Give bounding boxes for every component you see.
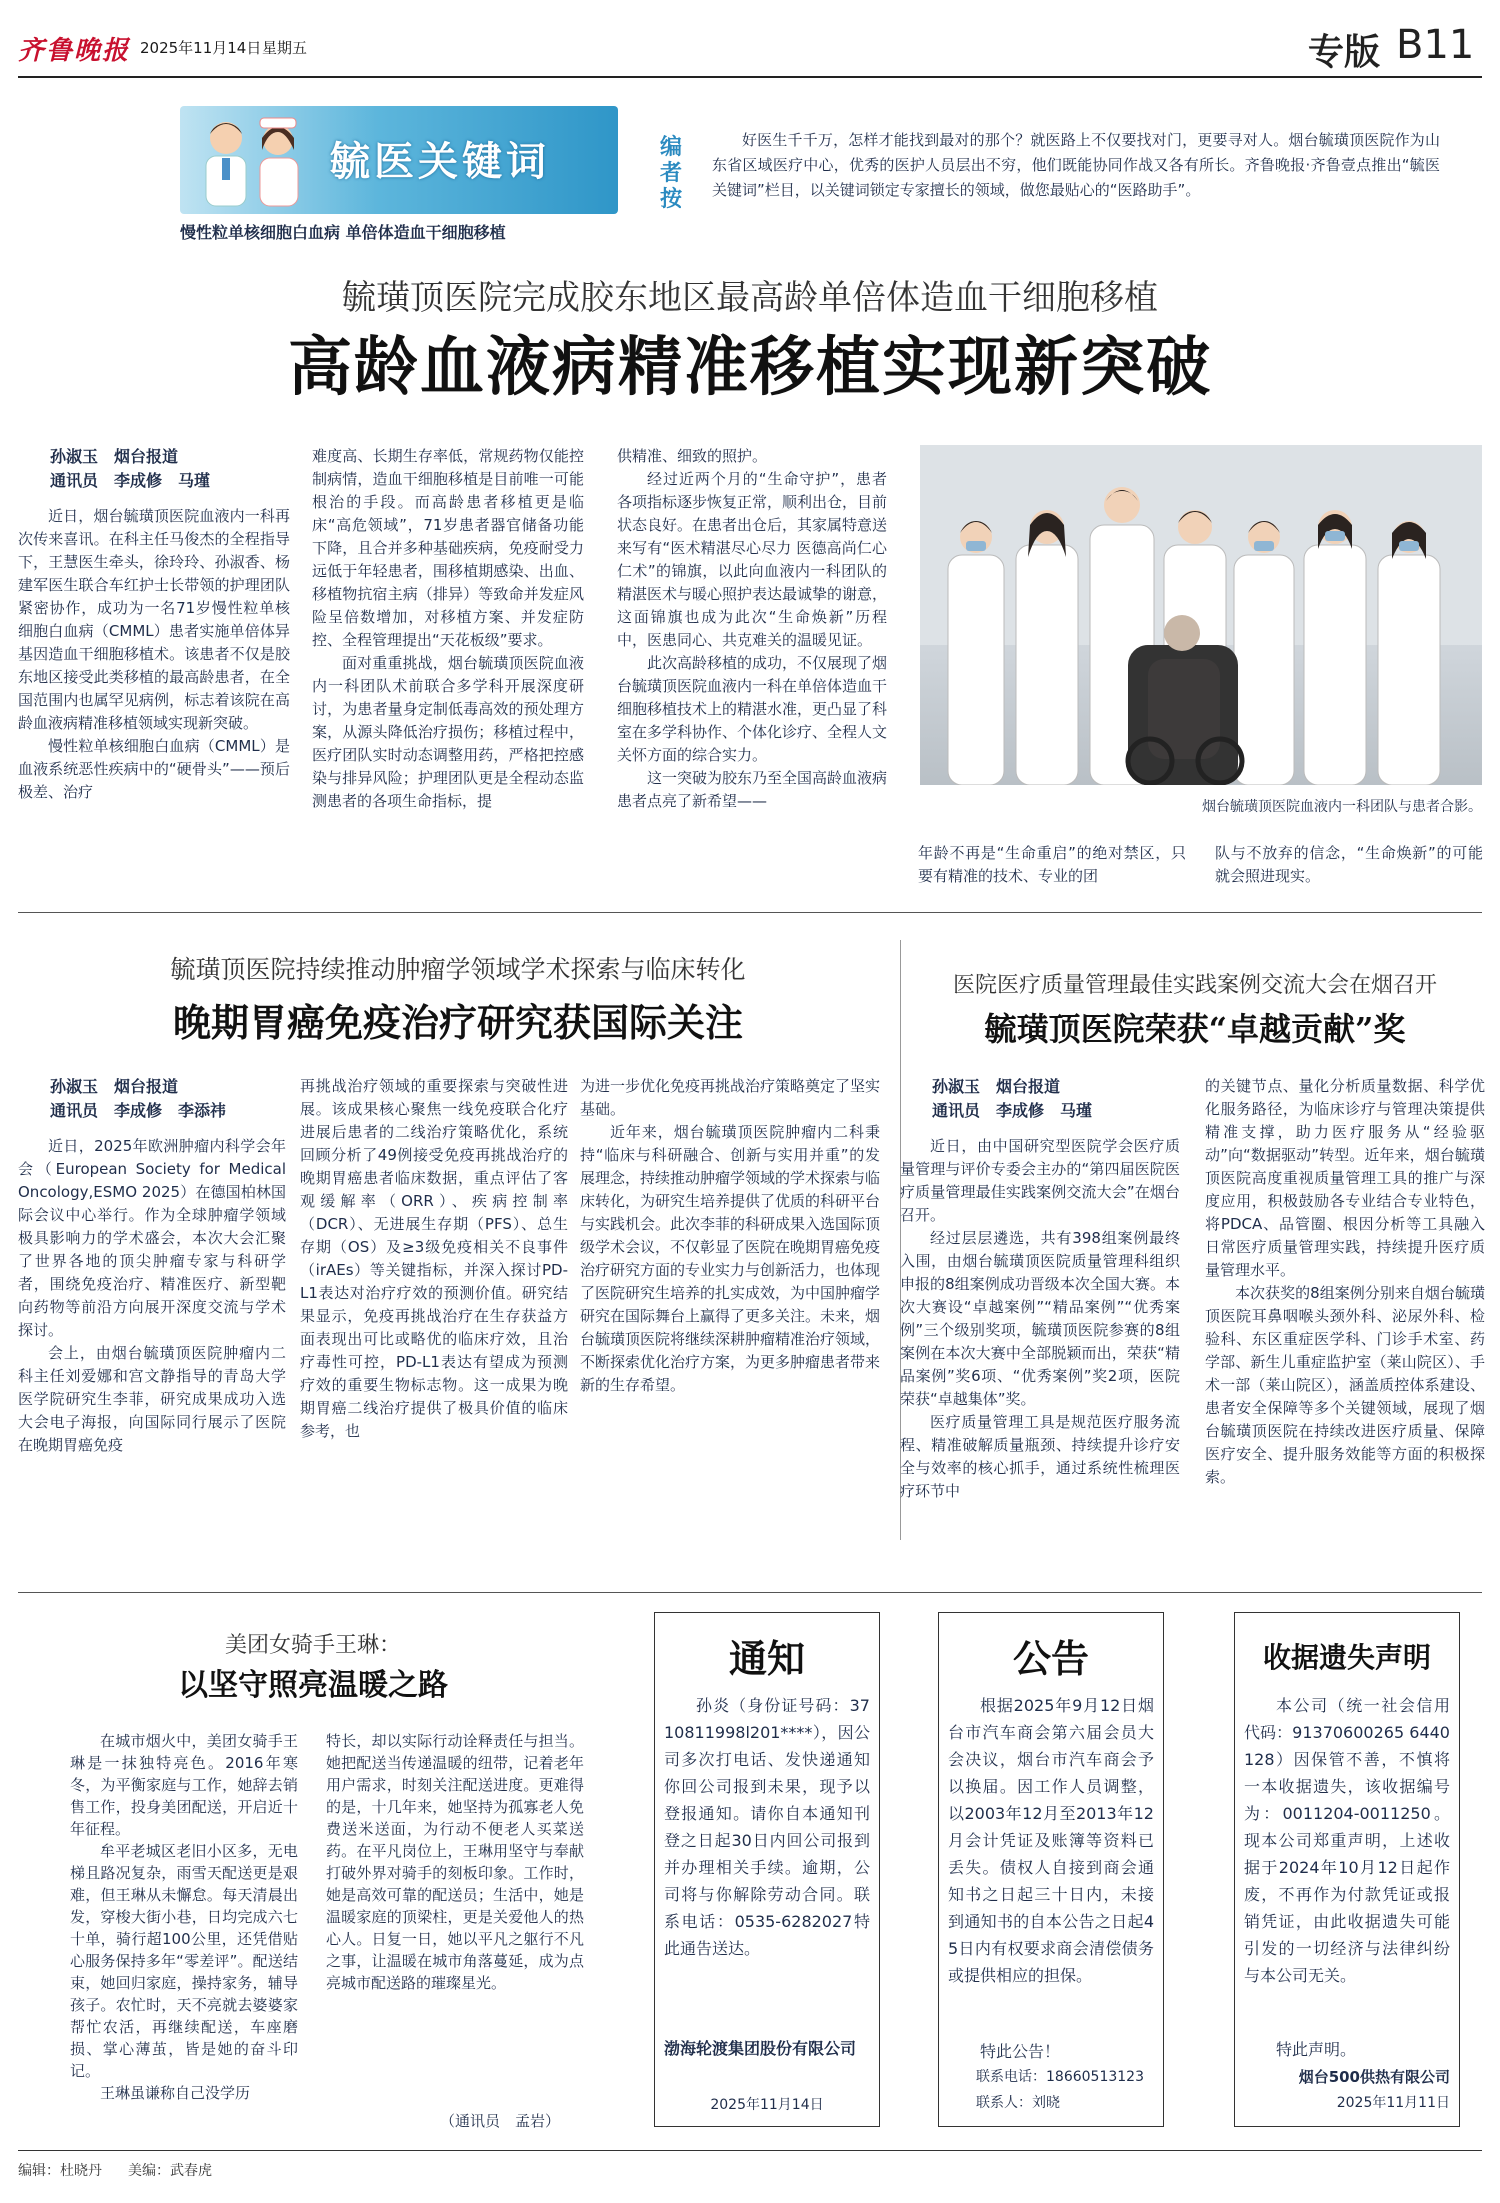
notice2-title: 公告: [1012, 1636, 1089, 1681]
rule-2: [18, 1592, 1482, 1593]
a2-col-1: [18, 1075, 286, 1540]
notice2-phone: 联系电话：18660513123: [976, 2069, 1144, 2085]
a3-c1-p3: 医疗质量管理工具是规范医疗服务流程、精准破解质量瓶颈、持续提升诊疗安全与效率的核心抓手，通过系统性梳理医疗环节中: [900, 1413, 1180, 1500]
a1-byline-2: 通讯员 李成修 马瑾: [50, 471, 211, 490]
a1-c1-p1: 近日，烟台毓璜顶医院血液内一科再次传来喜讯。在科主任马俊杰的全程指导下，王慧医生牵头，徐玲玲、孙淑香、杨建军医生联合车红护士长带领的护理团队紧密协作，成功为一名71岁慢性粒单核细胞白血病（CMML）患者实施单倍体异基因造血干细胞移植术。该患者不仅是胶东地区接受此类移植的最高龄患者，在全国范围内也属罕见病例，标志着该院在高龄血液病精准移植领域实现新突破。: [18, 507, 290, 732]
header-rule: [18, 76, 1482, 78]
a4-col-2: [326, 1730, 584, 2112]
paper-masthead: 齐鲁晚报: [18, 36, 131, 66]
a3-c1-p1: 近日，由中国研究型医院学会医疗质量管理与评价专委会主办的“第四届医院医疗质量管理最佳实践案例交流大会”在烟台召开。: [900, 1137, 1180, 1224]
a1-c2-p2: 面对重重挑战，烟台毓璜顶医院血液内一科团队术前联合多学科开展深度研讨，为患者量身定制低毒高效的预处理方案，从源头降低治疗损伤；移植过程中，医疗团队实时动态调整用药，严格把控感染与排异风险；护理团队更是全程动态监测患者的各项生命指标，提: [312, 654, 584, 810]
a2-c1-p1: 近日，2025年欧洲肿瘤内科学会年会（European Society for Medical Oncology,ESMO 2025）在德国柏林国际会议中心举行。作为全球肿瘤学领域极具影响力的学术盛会，本次大会汇聚了世界各地的顶尖肿瘤专家与科研学者，围绕免疫治疗、精准医疗、新型靶向药物等前沿方向展开深度交流与学术探讨。: [18, 1137, 286, 1339]
a1-c4-p1: 年龄不再是“生命重启”的绝对禁区，只要有精准的技术、专业的团: [918, 844, 1186, 885]
a2-c3-p1: 为进一步优化免疫再挑战治疗策略奠定了坚实基础。: [580, 1077, 880, 1118]
footer-editor: 编辑：杜晓丹: [18, 2163, 102, 2179]
a1-c1-p2: 慢性粒单核细胞白血病（CMML）是血液系统恶性疾病中的“硬骨头”——预后极差、治疗: [18, 737, 290, 801]
a1-col-3: [617, 445, 887, 895]
column-name: 毓医关键词: [330, 138, 550, 185]
notice1-date: 2025年11月14日: [710, 2097, 824, 2113]
a2-col-2: [300, 1075, 568, 1540]
a4-col-1: [70, 1730, 298, 2136]
a2-c3-p2: 近年来，烟台毓璜顶医院肿瘤内二科秉持“临床与科研融合、创新与实用并重”的发展理念，持续推动肿瘤学领域的学术探索与临床转化，为研究生培养提供了优质的科研平台与实践机会。此次李菲的科研成果入选国际顶级学术会议，不仅彰显了医院在晚期胃癌免疫治疗研究方面的专业实力与创新活力，也体现了医院研究生培养的扎实成效，为中国肿瘤学研究在国际舞台上赢得了更多关注。未来，烟台毓璜顶医院将继续深耕肿瘤精准治疗领域，不断探索优化治疗方案，为更多肿瘤患者带来新的生存希望。: [580, 1123, 880, 1394]
notice1-title: 通知: [728, 1636, 805, 1681]
footer-art-editor: 美编：武春虎: [128, 2163, 212, 2179]
a2-c1-p2: 会上，由烟台毓璜顶医院肿瘤内二科主任刘爱娜和宫文静指导的青岛大学医学院研究生李菲，研究成果成功入选大会电子海报，向国际同行展示了医院在晚期胃癌免疫: [18, 1344, 286, 1454]
column-keywords: 慢性粒单核细胞白血病 单倍体造血干细胞移植: [180, 223, 506, 242]
notice3-org: 烟台500供热有限公司: [1298, 2068, 1450, 2086]
a1-c3-p3: 此次高龄移植的成功，不仅展现了烟台毓璜顶医院血液内一科在单倍体造血干细胞移植技术上的精湛水准，更凸显了科室在多学科协作、个体化诊疗、全程人文关怀方面的综合实力。: [617, 654, 887, 764]
a3-col-2: [1205, 1075, 1485, 1540]
a3-c2-p1: 的关键节点、量化分析质量数据、科学优化服务路径，为临床诊疗与管理决策提供精准支撑，助力医疗服务从“经验驱动”向“数据驱动”转型。近年来，烟台毓璜顶医院高度重视质量管理工具的推广与深度应用，积极鼓励各专业结合专业特色，将PDCA、品管圈、根因分析等工具融入日常医疗质量管理实践，持续提升医疗质量管理水平。: [1205, 1077, 1485, 1279]
notice3-title: 收据遗失声明: [1262, 1641, 1431, 1674]
editor-note-label: 编者按: [660, 134, 683, 212]
a4-kicker: 美团女骑手王琳：: [224, 1633, 401, 1658]
a3-c2-p2: 本次获奖的8组案例分别来自烟台毓璜顶医院耳鼻咽喉头颈外科、泌尿外科、检验科、东区重症医学科、门诊手术室、药学部、新生儿重症监护室（莱山院区）、手术一部（莱山院区），涵盖质控体系建设、患者安全保障等多个关键领域，展现了烟台毓璜顶医院在持续改进医疗质量、保障医疗安全、提升服务效能等方面的积极探索。: [1205, 1284, 1485, 1486]
a1-title: 高龄血液病精准移植实现新突破: [288, 330, 1212, 405]
a3-byline-2: 通讯员 李成修 马瑾: [932, 1101, 1093, 1120]
photo-caption: 烟台毓璜顶医院血液内一科团队与患者合影。: [1202, 799, 1482, 815]
a3-c1-p2: 经过层层遴选，共有398组案例最终入围，由烟台毓璜顶医院质量管理科组织申报的8组案例成功晋级本次全国大赛。本次大赛设“卓越案例”“精品案例”“优秀案例”三个级别奖项，毓璜顶医院参赛的8组案例在本次大赛中全部脱颖而出，荣获“精品案例”奖6项、“优秀案例”奖2项，医院荣获“卓越集体”奖。: [900, 1229, 1180, 1408]
doctor-illustration: [188, 110, 318, 210]
a2-kicker: 毓璜顶医院持续推动肿瘤学领域学术探索与临床转化: [170, 955, 746, 984]
a1-c3-p1: 供精准、细致的照护。: [617, 447, 768, 465]
a3-title: 毓璜顶医院荣获“卓越贡献”奖: [984, 1010, 1406, 1048]
issue-date: 2025年11月14日: [140, 39, 262, 57]
rule-1: [18, 912, 1482, 913]
a4-c1-p2: 牟平老城区老旧小区多，无电梯且路况复杂，雨雪天配送更是艰难，但王琳从未懈怠。每天清晨出发，穿梭大街小巷，日均完成六七十单，骑行超100公里，还凭借贴心服务保持多年“零差评”。配送结束，她回归家庭，操持家务，辅导孩子。农忙时，天不亮就去婆婆家帮忙农活，再继续配送，车座磨损、掌心薄茧，皆是她的奋斗印记。: [70, 1842, 298, 2080]
a3-byline-1: 孙淑玉 烟台报道: [932, 1077, 1061, 1096]
a1-c3-p2: 经过近两个月的“生命守护”，患者各项指标逐步恢复正常，顺利出仓，目前状态良好。在患者出仓后，其家属特意送来写有“医术精湛尽心尽力 医德高尚仁心仁术”的锦旗，以此向血液内一科团队的精湛医术与暖心照护表达最诚挚的谢意，这面锦旗也成为此次“生命焕新”历程中，医患同心、共克难关的温暖见证。: [617, 470, 887, 649]
a4-c1-p1: 在城市烟火中，美团女骑手王琳是一抹独特亮色。2016年寒冬，为平衡家庭与工作，她辞去销售工作，投身美团配送，开启近十年征程。: [70, 1732, 298, 1838]
a4-c1-p3: 王琳虽谦称自己没学历: [100, 2084, 251, 2102]
a2-col-3: [580, 1075, 880, 1540]
notice2-contact: 联系人：刘晓: [976, 2095, 1060, 2111]
notice2-end: 特此公告！: [980, 2042, 1061, 2061]
a1-byline-1: 孙淑玉 烟台报道: [50, 447, 179, 466]
a2-title: 晚期胃癌免疫治疗研究获国际关注: [172, 1000, 743, 1045]
a1-c2-p1: 难度高、长期生存率低，常规药物仅能控制病情，造血干细胞移植是目前唯一可能根治的手段。而高龄患者移植更是临床“高危领域”，71岁患者器官储备功能下降，且合并多种基础疾病，免疫耐受力远低于年轻患者，围移植期感染、出血、移植物抗宿主病（排异）等致命并发症风险呈倍数增加，对移植方案、并发症防控、全程管理提出“天花板级”要求。: [312, 447, 584, 649]
notice1-body: 孙炎（身份证号码：3710811998l201****），因公司多次打电话、发快递通知你回公司报到未果，现予以登报通知。请你自本通知刊登之日起30日内回公司报到并办理相关手续。逾期，公司将与你解除劳动合同。联系电话：0535-6282027特此通告送达。: [664, 1696, 870, 1958]
footer-rule: [18, 2150, 1482, 2151]
notice3-body: 本公司（统一社会信用代码：91370600265 6440128）因保管不善，不慎将一本收据遗失，该收据编号为：0011204-0011250。现本公司郑重声明，上述收据于2024年10月12日起作废，不再作为付款凭证或报销凭证，由此收据遗失可能引发的一切经济与法律纠纷与本公司无关。: [1244, 1696, 1450, 1985]
a1-col-5: [1215, 842, 1483, 894]
a1-col-1: [18, 445, 290, 895]
a4-title: 以坚守照亮温暖之路: [178, 1668, 448, 1703]
a1-c3-p4: 这一突破为胶东乃至全国高龄血液病患者点亮了新希望——: [617, 769, 887, 810]
a3-kicker: 医院医疗质量管理最佳实践案例交流大会在烟召开: [952, 973, 1437, 998]
a3-col-1: [900, 1075, 1180, 1540]
a1-col-2: [312, 445, 584, 895]
team-photo: [920, 445, 1482, 785]
notice3-date: 2025年11月11日: [1336, 2095, 1450, 2111]
notice2-body: 根据2025年9月12日烟台市汽车商会第六届会员大会决议，烟台市汽车商会予以换届。因工作人员调整，以2003年12月至2013年12月会计凭证及账簿等资料已丢失。债权人自接到商会通知书之日起三十日内，未接到通知书的自本公告之日起45日内有权要求商会清偿债务或提供相应的担保。: [948, 1696, 1154, 1985]
a2-byline-1: 孙淑玉 烟台报道: [50, 1077, 179, 1096]
section-label: 专版: [1308, 31, 1381, 73]
a4-c2-p1: 特长，却以实际行动诠释责任与担当。她把配送当传递温暖的纽带，记着老年用户需求，时刻关注配送进度。更难得的是，十几年来，她坚持为孤寡老人免费送米送面，为行动不便老人买菜送药。在平凡岗位上，王琳用坚守与奉献打破外界对骑手的刻板印象。工作时，她是高效可靠的配送员；生活中，她是温暖家庭的顶梁柱，更是关爱他人的热心人。日复一日，她以平凡之躯行不凡之事，让温暖在城市角落蔓延，成为点亮城市配送路的璀璨星光。: [326, 1732, 584, 1992]
a1-col-4: [918, 842, 1186, 894]
a2-c2-p1: 再挑战治疗领域的重要探索与突破性进展。该成果核心聚焦一线免疫联合化疗进展后患者的二线治疗策略优化，系统回顾分析了49例接受免疫再挑战治疗的晚期胃癌患者临床数据，重点评估了客观缓解率（ORR）、疾病控制率（DCR）、无进展生存期（PFS）、总生存期（OS）及≥3级免疫相关不良事件（irAEs）等关键指标，并深入探讨PD-L1表达对治疗疗效的预测价值。研究结果显示，免疫再挑战治疗在生存获益方面表现出可比或略优的临床疗效，且治疗毒性可控，PD-L1表达有望成为预测疗效的重要生物标志物。这一成果为晚期胃癌二线治疗提供了极具价值的临床参考，也: [300, 1077, 568, 1440]
a1-kicker: 毓璜顶医院完成胶东地区最高龄单倍体造血干细胞移植: [342, 278, 1158, 318]
notice3-end: 特此声明。: [1276, 2040, 1357, 2059]
page-number: B11: [1396, 22, 1475, 68]
notice1-org: 渤海轮渡集团股份有限公司: [664, 2039, 857, 2058]
a2-byline-2: 通讯员 李成修 李添祎: [50, 1101, 227, 1120]
editor-note-text: 好医生千千万，怎样才能找到最对的那个？就医路上不仅要找对门，更要寻对人。烟台毓璜顶医院作为山东省区域医疗中心，优秀的医护人员层出不穷，他们既能协同作战又各有所长。齐鲁晚报·齐鲁壹点推出“毓医关键词”栏目，以关键词锁定专家擅长的领域，做您最贴心的“医路助手”。: [712, 131, 1440, 199]
a1-c5-p1: 队与不放弃的信念，“生命焕新”的可能就会照进现实。: [1215, 844, 1483, 885]
issue-weekday: 星期五: [262, 39, 308, 57]
a4-signature: （通讯员 孟岩）: [440, 2112, 561, 2130]
